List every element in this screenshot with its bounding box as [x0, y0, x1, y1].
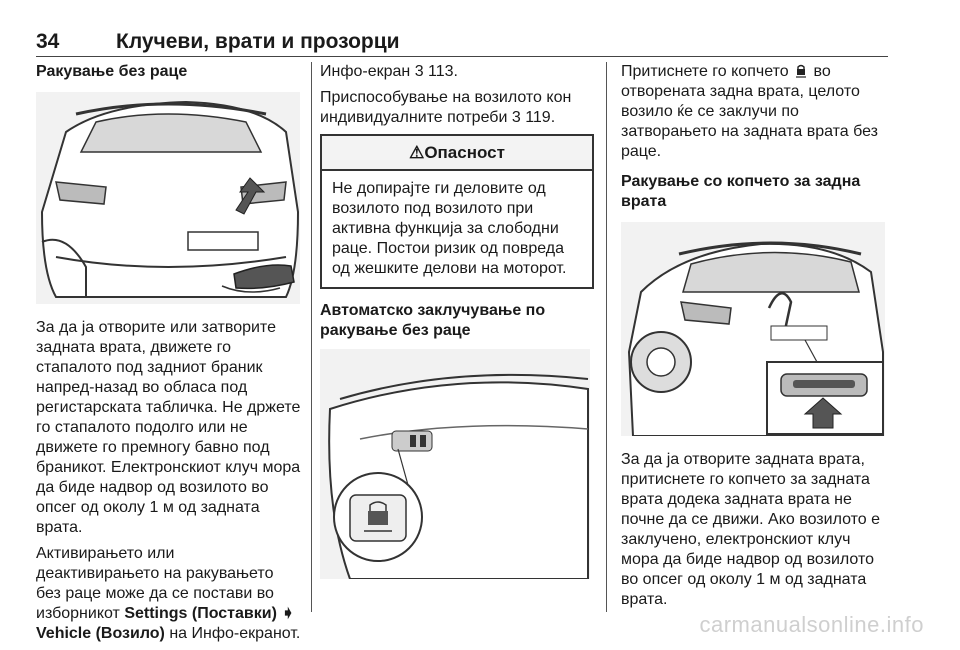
- menu-settings: Settings (Поставки): [124, 605, 277, 622]
- warning-triangle-icon: ⚠: [409, 143, 425, 162]
- danger-header: [322, 136, 592, 171]
- paragraph: Притиснете го копчето во отворената задна врата, целото возило ќе се заклучи по затворањето на задната врата без раце.: [621, 63, 879, 160]
- column-divider: [606, 62, 607, 612]
- tailgate-interior-illustration: [320, 349, 590, 579]
- tailgate-rear-illustration: [36, 92, 300, 304]
- page-header: [36, 30, 888, 54]
- watermark: carmanualsonline.info: [699, 612, 924, 637]
- header-rule: [36, 56, 888, 57]
- paragraph: За да ја отворите задната врата, притиснете го копчето за задната врата додека задната врата не почне да се движи. Ако возилото е заклучено, електронскиот клуч мора да биде надвор од возилото во опсег од околу 1 м од задната врата.: [621, 451, 881, 608]
- danger-text: Не допирајте ги деловите од возилото под возилото при активна функција за слободни раце. Постои ризик од повреда од жешките делови на моторот.: [332, 180, 567, 277]
- paragraph: Активирањето или деактивирањето на ракувањето без раце може да се постави во изборникот Settings (Поставки) ➧ Vehicle (Возило) на Инфо-екранот.: [36, 545, 301, 642]
- page-reference: 3 113.: [414, 63, 458, 80]
- page-reference: 3 119.: [511, 109, 556, 126]
- danger-title: Опасност: [424, 143, 505, 162]
- paragraph: Приспособување на возилото кон индивидуалните потреби 3 119.: [320, 89, 572, 126]
- section-heading: Автоматско заклучување по ракување без раце: [320, 302, 546, 339]
- paragraph: За да ја отворите или затворите задната врата, движете го стапалото под задниот браник напред-назад во обласа под регистарската табличка. Не држете го стапалото подолго или не движете го премногу бавно под браникот. Електронскиот клуч мора да биде надвор од возилото во опсег од околу 1 м од задната врата.: [36, 319, 301, 536]
- chapter-title: Клучеви, врати и прозорци: [116, 30, 400, 53]
- danger-box: [320, 134, 594, 289]
- section-heading: Ракување со копчето за задна врата: [621, 173, 861, 210]
- column-1: [36, 62, 302, 650]
- section-heading: Ракување без раце: [36, 63, 188, 80]
- column-divider: [311, 62, 312, 612]
- menu-vehicle: Vehicle (Возило): [36, 625, 165, 642]
- tailgate-button-illustration: [621, 222, 885, 436]
- column-2: [320, 62, 594, 579]
- paragraph: Инфо-екран 3 113.: [320, 63, 458, 80]
- menu-arrow-icon: ➧: [281, 605, 295, 622]
- page-number: 34: [36, 30, 60, 53]
- lock-button-icon: [793, 62, 809, 78]
- column-3: [621, 62, 887, 616]
